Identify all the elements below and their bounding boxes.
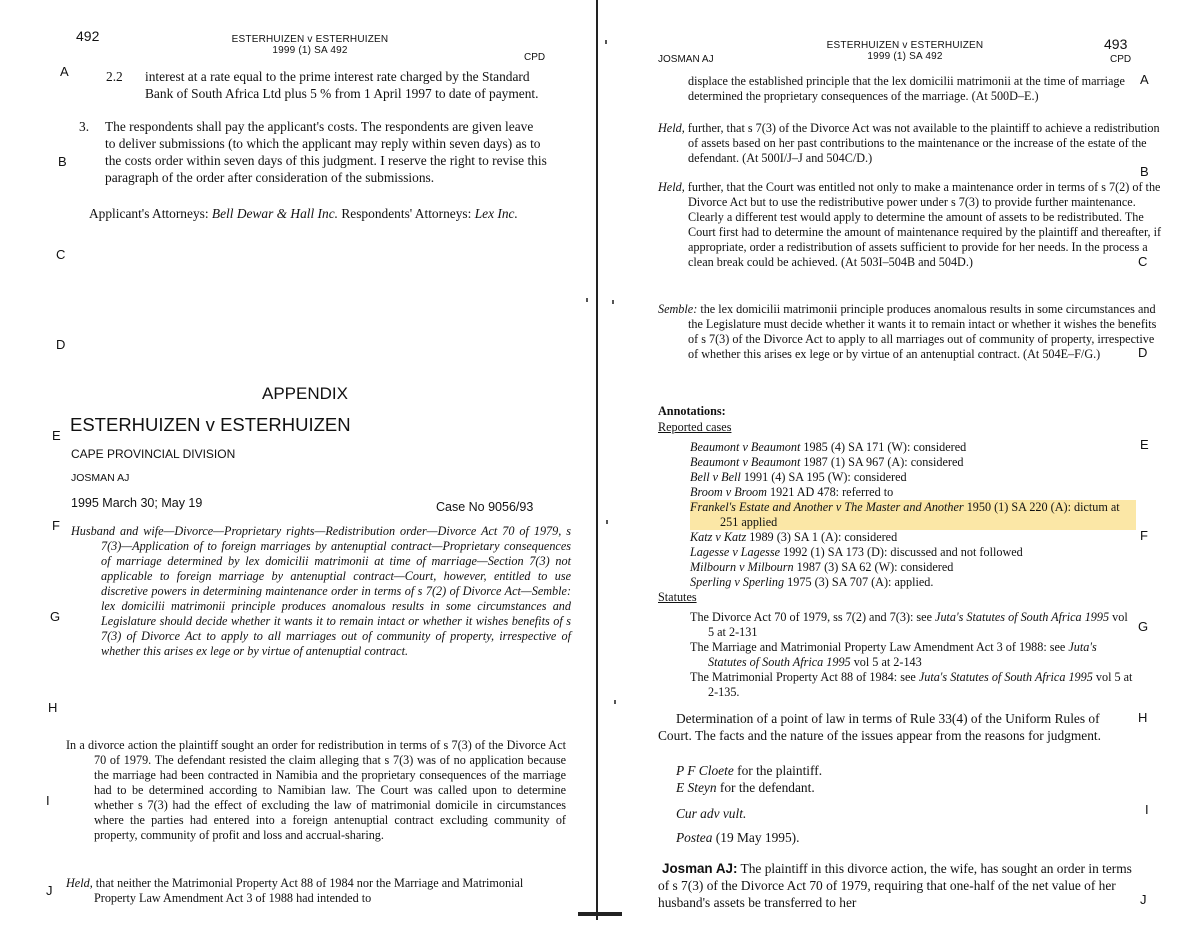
judge-name: JOSMAN AJ: [71, 472, 130, 484]
postea-line: [676, 829, 799, 846]
case-cite: 1950 (1) SA 220 (A): dictum at 251 applied: [720, 500, 1120, 529]
margin-letter-j: J: [46, 883, 53, 898]
highlighted-case-citation: [690, 500, 1136, 530]
headnote: Husband and wife—Divorce—Proprietary rights—Redistribution order—Divorce Act 70 of 1979, s 7(3)—Application of to foreign marriages by antenuptial contract—Proprietary consequences of marriage determined by lex domicilii matrimonii at time of marriage—Section 7(3) not applicable to foreign marriage by antenuptial contract—Court, however, entitled to use discretive powers in determining maintenance order in terms of s 7(2) of Divorce Act—Semble: lex domicilii matrimonii principle produces anomalous results in some circumstances and Legislature should decide whether it wants it to remain intact or whether it wishes benefits of s 7(3) of Divorce Act to apply to all marriages out of community of property, irrespective of whether this arises ex lege or by virtue of antenuptial contract.: [71, 524, 571, 658]
case-cite: 1987 (1) SA 967 (A): considered: [800, 455, 964, 469]
case-cite: 1985 (4) SA 171 (W): considered: [800, 440, 967, 454]
scan-speck: [606, 520, 608, 524]
running-head-citation: 1999 (1) SA 492: [867, 51, 943, 62]
margin-letter-i: I: [46, 793, 50, 808]
statute-text: The Matrimonial Property Act 88 of 1984: see: [690, 670, 919, 684]
order-item-number: 3.: [79, 119, 90, 134]
left-running-head: [200, 34, 420, 56]
counsel-role: for the defendant.: [716, 780, 815, 795]
held-text: further, that the Court was entitled not only to make a maintenance order in terms of s 7(2) of the Divorce Act but to use the redistributive power under s 7(3) to provide further maintenance. Clearly a different test would apply to determine the amount of assets to be redistributed. The Court first had to determine the amount of maintenance required by the plaintiff and thereafter, if appropriate, order a redistribution of assets sufficient to provide for her needs. In the process a clean break could be achieved. (At 503I–504B and 504D.): [684, 180, 1162, 269]
determination-paragraph: Determination of a point of law in terms of Rule 33(4) of the Uniform Rules of Court. The facts and the nature of the issues appear from the reasons for judgment.: [658, 711, 1101, 743]
case-citation: [690, 440, 1136, 455]
case-name: Milbourn v Milbourn: [690, 560, 794, 574]
held-label: Held,: [658, 180, 685, 194]
held-paragraph: [658, 121, 1164, 166]
reported-cases-list: [690, 440, 1136, 590]
page-gutter: [596, 0, 598, 920]
scan-speck: [586, 298, 588, 302]
case-name: Bell v Bell: [690, 470, 741, 484]
statute-text: The Marriage and Matrimonial Property Law Amendment Act 3 of 1988: see: [690, 640, 1069, 654]
case-citation: [690, 560, 1136, 575]
margin-letter-i: I: [1145, 802, 1149, 817]
margin-letter-f: F: [52, 518, 60, 533]
margin-letter-e: E: [1140, 437, 1149, 452]
case-name: Frankel's Estate and Another v The Master and Another: [690, 500, 964, 514]
case-name: Katz v Katz: [690, 530, 747, 544]
left-page: [0, 0, 580, 950]
statute-ref: Juta's Statutes of South Africa 1995: [918, 670, 1093, 684]
running-head-title: ESTERHUIZEN v ESTERHUIZEN: [826, 40, 984, 51]
margin-letter-a: A: [1140, 72, 1149, 87]
case-citation: [690, 455, 1136, 470]
order-item-text: interest at a rate equal to the prime interest rate charged by the Standard Bank of South Africa Ltd plus 5 % from 1 April 1997 to date of payment.: [145, 69, 539, 101]
held-label: Held,: [66, 876, 93, 890]
statute-entry: [690, 610, 1136, 640]
attorneys-mid: Respondents' Attorneys:: [338, 206, 475, 221]
judgment-text: The plaintiff in this divorce action, the wife, has sought an order in terms of s 7(3) of the Divorce Act 70 of 1979, requiring that one-half of the net value of her husband's assets be transferred to her: [658, 861, 1132, 910]
case-name: Lagesse v Lagesse: [690, 545, 781, 559]
margin-letter-d: D: [56, 337, 66, 352]
case-citation: [690, 485, 1136, 500]
case-name: Broom v Broom: [690, 485, 767, 499]
margin-letter-d: D: [1138, 345, 1148, 360]
margin-letter-b: B: [1140, 164, 1149, 179]
judgment-opening: [658, 860, 1134, 911]
scan-speck: [605, 40, 607, 44]
statutes-heading: Statutes: [658, 590, 697, 604]
counsel-name: E Steyn: [676, 780, 717, 795]
statute-ref: Juta's Statutes of South Africa 1995: [708, 640, 1097, 669]
right-running-head: [790, 40, 1020, 62]
right-page-number: 493: [1104, 36, 1128, 52]
margin-letter-g: G: [1138, 619, 1149, 634]
semble-label: Semble:: [658, 302, 698, 316]
counsel-plaintiff: [676, 762, 822, 779]
cur-adv-vult: Cur adv vult.: [676, 806, 747, 821]
case-cite: 1989 (3) SA 1 (A): considered: [746, 530, 898, 544]
held-text: further, that s 7(3) of the Divorce Act was not available to the plaintiff to achieve a redistribution of assets based on her past contributions to the maintenance or the increase of the estate of the defendant. (At 500I/J–J and 504C/D.): [684, 121, 1160, 165]
case-citation: [690, 575, 1136, 590]
reported-cases-heading: Reported cases: [658, 420, 732, 434]
semble-text: the lex domicilii matrimonii principle produces anomalous results in some circumstances and the Legislature must decide whether it wants it to remain intact or whether it wishes the benefits of s 7(3) of the Divorce Act to apply to all marriages out of community of property, irrespective of whether this arises ex lege or by virtue of an antenuptial contract. (At 504E–F/G.): [688, 302, 1157, 361]
case-number: Case No 9056/93: [436, 500, 534, 514]
respondent-attorneys: Lex Inc.: [474, 206, 518, 221]
running-head-title: ESTERHUIZEN v ESTERHUIZEN: [231, 34, 389, 45]
margin-letter-b: B: [58, 154, 67, 169]
case-summary: In a divorce action the plaintiff sought an order for redistribution in terms of s 7(3) of the Divorce Act 70 of 1979. The defendant resisted the claim alleging that s 7(3) was of no application because the marriage had been contracted in Namibia and the proprietary consequences of the marriage had to be determined according to Namibian law. The Court was called upon to determine whether s 7(3) had the effect of excluding the law of matrimonial domicile in circumstances where the parties had entered into a foreign antenuptial contract excluding community of property, community of profit and loss and accrual-sharing.: [66, 738, 566, 842]
division: CAPE PROVINCIAL DIVISION: [71, 447, 236, 461]
statute-text: The Divorce Act 70 of 1979, ss 7(2) and 7(3): see: [690, 610, 936, 624]
held-text: that neither the Matrimonial Property Act 88 of 1984 nor the Marriage and Matrimonial Property Law Amendment Act 3 of 1988 had intended to: [92, 876, 524, 905]
case-cite: 1992 (1) SA 173 (D): discussed and not followed: [780, 545, 1023, 559]
statutes-list: [690, 610, 1136, 700]
case-cite: 1975 (3) SA 707 (A): applied.: [784, 575, 934, 589]
counsel-role: for the plaintiff.: [733, 763, 823, 778]
case-citation: [690, 470, 1136, 485]
statute-tail: vol 5 at 2-131: [708, 610, 1128, 639]
annotations-heading: Annotations:: [658, 404, 726, 418]
case-name: Beaumont v Beaumont: [690, 440, 801, 454]
running-head-citation: 1999 (1) SA 492: [272, 45, 348, 56]
margin-letter-e: E: [52, 428, 61, 443]
case-citation: [690, 530, 1136, 545]
margin-letter-f: F: [1140, 528, 1148, 543]
case-cite: 1991 (4) SA 195 (W): considered: [740, 470, 907, 484]
case-name: Sperling v Sperling: [690, 575, 785, 589]
statute-tail: vol 5 at 2-135.: [708, 670, 1133, 699]
right-judge-head: JOSMAN AJ: [658, 54, 714, 65]
attorneys-prefix: Applicant's Attorneys:: [89, 206, 212, 221]
statute-entry: [690, 640, 1136, 670]
counsel-name: P F Cloete: [676, 763, 734, 778]
margin-letter-j: J: [1140, 892, 1147, 907]
case-cite: 1921 AD 478: referred to: [766, 485, 894, 499]
case-title: ESTERHUIZEN v ESTERHUIZEN: [70, 414, 351, 435]
left-page-number: 492: [76, 28, 100, 44]
judgment-judge: Josman AJ:: [662, 861, 738, 876]
margin-letter-c: C: [1138, 254, 1148, 269]
counsel-defendant: [676, 779, 815, 796]
postea-date: (19 May 1995).: [712, 830, 800, 845]
applicant-attorneys: Bell Dewar & Hall Inc.: [211, 206, 338, 221]
statute-tail: vol 5 at 2-143: [850, 655, 922, 669]
case-name: Beaumont v Beaumont: [690, 455, 801, 469]
case-cite: 1987 (3) SA 62 (W): considered: [793, 560, 954, 574]
hearing-dates: 1995 March 30; May 19: [71, 496, 203, 510]
margin-letter-h: H: [1138, 710, 1148, 725]
appendix-title: APPENDIX: [262, 384, 348, 403]
postea-label: Postea: [676, 830, 713, 845]
margin-letter-h: H: [48, 700, 58, 715]
order-item-number: 2.2: [106, 69, 123, 84]
right-page: [610, 0, 1200, 950]
headnote-continued: displace the established principle that the lex domicilii matrimonii at the time of marriage determined the proprietary consequences of the marriage. (At 500D–E.): [688, 74, 1125, 103]
statute-entry: [690, 670, 1136, 700]
held-label: Held,: [658, 121, 685, 135]
margin-letter-g: G: [50, 609, 61, 624]
margin-letter-c: C: [56, 247, 66, 262]
held-paragraph: [66, 876, 566, 906]
margin-letter-a: A: [60, 64, 69, 79]
semble-paragraph: [658, 302, 1164, 362]
held-paragraph: [658, 180, 1164, 270]
left-court-abbr: CPD: [524, 52, 546, 63]
case-citation: [690, 545, 1136, 560]
statute-ref: Juta's Statutes of South Africa 1995: [935, 610, 1110, 624]
right-court-abbr: CPD: [1110, 54, 1132, 65]
attorneys-line: [75, 205, 547, 222]
order-item-text: The respondents shall pay the applicant's costs. The respondents are given leave to deliver submissions (to which the applicant may reply within seven days) as to the costs order within seven days of this judgment. I reserve the right to revise this paragraph of the order after consideration of the submissions.: [105, 119, 547, 185]
